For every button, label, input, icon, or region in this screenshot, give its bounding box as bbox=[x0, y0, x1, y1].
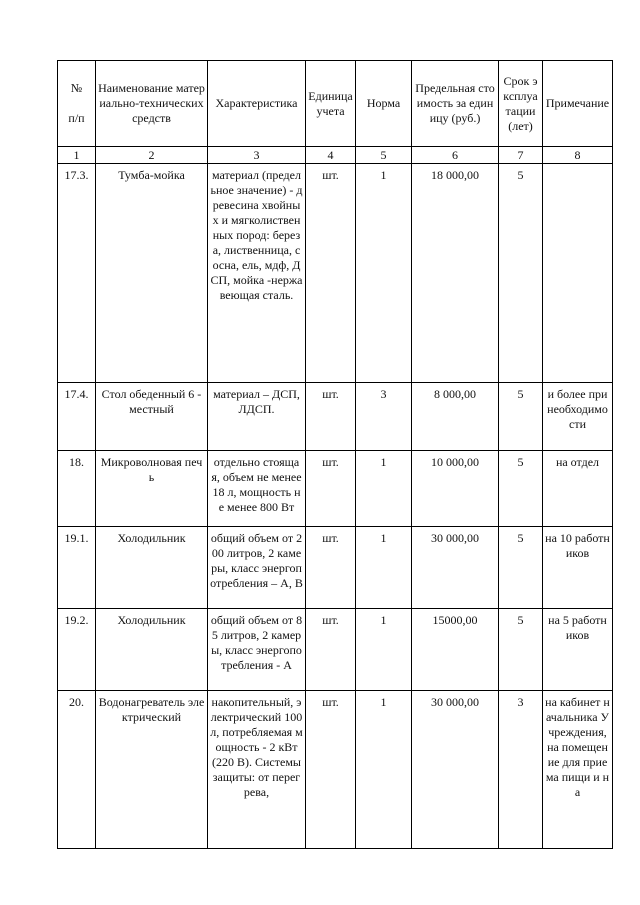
item-name: Стол обеденный 6 - местный bbox=[96, 383, 208, 451]
item-spec: отдельно стоящая, объем не менее 18 л, мощность не менее 800 Вт bbox=[208, 451, 306, 527]
item-unit: шт. bbox=[306, 609, 356, 691]
item-name: Тумба-мойка bbox=[96, 164, 208, 383]
item-spec: общий объем от 200 литров, 2 камеры, класс энергопотребления – А, В bbox=[208, 527, 306, 609]
item-term: 3 bbox=[499, 691, 543, 849]
item-norm: 3 bbox=[356, 383, 412, 451]
table-row bbox=[58, 609, 613, 691]
item-name: Микроволновая печь bbox=[96, 451, 208, 527]
header-cell-unit: Единица учета bbox=[306, 61, 356, 147]
table-row bbox=[58, 691, 613, 849]
item-spec: накопительный, электрический 100 л, потребляемая мощность - 2 кВт (220 В). Системы защиты: от перегрева, bbox=[208, 691, 306, 849]
column-number: 6 bbox=[412, 147, 499, 164]
header-cell-spec: Характеристика bbox=[208, 61, 306, 147]
column-number-row bbox=[58, 147, 613, 164]
row-number: 20. bbox=[58, 691, 96, 849]
column-number: 3 bbox=[208, 147, 306, 164]
item-term: 5 bbox=[499, 383, 543, 451]
header-cell-note: Примечание bbox=[543, 61, 613, 147]
item-note: и более при необходимости bbox=[543, 383, 613, 451]
item-spec: материал – ДСП, ЛДСП. bbox=[208, 383, 306, 451]
item-norm: 1 bbox=[356, 609, 412, 691]
table-row bbox=[58, 451, 613, 527]
item-name: Холодильник bbox=[96, 527, 208, 609]
item-term: 5 bbox=[499, 527, 543, 609]
item-norm: 1 bbox=[356, 527, 412, 609]
item-norm: 1 bbox=[356, 451, 412, 527]
item-name: Водонагреватель электрический bbox=[96, 691, 208, 849]
item-unit: шт. bbox=[306, 383, 356, 451]
item-spec: общий объем от 85 литров, 2 камеры, класс энергопотребления - А bbox=[208, 609, 306, 691]
item-term: 5 bbox=[499, 164, 543, 383]
column-number: 2 bbox=[96, 147, 208, 164]
item-unit: шт. bbox=[306, 164, 356, 383]
item-spec: материал (предельное значение) - древесина хвойных и мягколиственных пород: береза, лиственница, сосна, ель, мдф, ДСП, мойка -нержавеющая сталь. bbox=[208, 164, 306, 383]
item-norm: 1 bbox=[356, 691, 412, 849]
item-note: на кабинет начальника Учреждения, на помещение для приема пищи и на bbox=[543, 691, 613, 849]
row-number: 17.3. bbox=[58, 164, 96, 383]
header-row bbox=[58, 61, 613, 147]
item-unit: шт. bbox=[306, 451, 356, 527]
norms-table bbox=[57, 60, 613, 849]
item-term: 5 bbox=[499, 451, 543, 527]
column-number: 5 bbox=[356, 147, 412, 164]
item-price: 30 000,00 bbox=[412, 527, 499, 609]
header-cell-norm: Норма bbox=[356, 61, 412, 147]
header-cell-term: Срок эксплуатации (лет) bbox=[499, 61, 543, 147]
item-price: 15000,00 bbox=[412, 609, 499, 691]
table-row bbox=[58, 527, 613, 609]
item-note: на отдел bbox=[543, 451, 613, 527]
item-name: Холодильник bbox=[96, 609, 208, 691]
column-number: 4 bbox=[306, 147, 356, 164]
row-number: 18. bbox=[58, 451, 96, 527]
item-term: 5 bbox=[499, 609, 543, 691]
item-price: 30 000,00 bbox=[412, 691, 499, 849]
row-number: 19.2. bbox=[58, 609, 96, 691]
row-number: 17.4. bbox=[58, 383, 96, 451]
item-unit: шт. bbox=[306, 691, 356, 849]
table-row bbox=[58, 164, 613, 383]
item-price: 18 000,00 bbox=[412, 164, 499, 383]
item-note: на 10 работников bbox=[543, 527, 613, 609]
item-norm: 1 bbox=[356, 164, 412, 383]
column-number: 1 bbox=[58, 147, 96, 164]
row-number: 19.1. bbox=[58, 527, 96, 609]
item-note bbox=[543, 164, 613, 383]
item-unit: шт. bbox=[306, 527, 356, 609]
item-note: на 5 работников bbox=[543, 609, 613, 691]
item-price: 10 000,00 bbox=[412, 451, 499, 527]
header-cell-number: № п/п bbox=[58, 61, 96, 147]
column-number: 8 bbox=[543, 147, 613, 164]
item-price: 8 000,00 bbox=[412, 383, 499, 451]
table-row bbox=[58, 383, 613, 451]
header-cell-price: Предельная стоимость за единицу (руб.) bbox=[412, 61, 499, 147]
column-number: 7 bbox=[499, 147, 543, 164]
header-cell-name: Наименование материально-технических средств bbox=[96, 61, 208, 147]
